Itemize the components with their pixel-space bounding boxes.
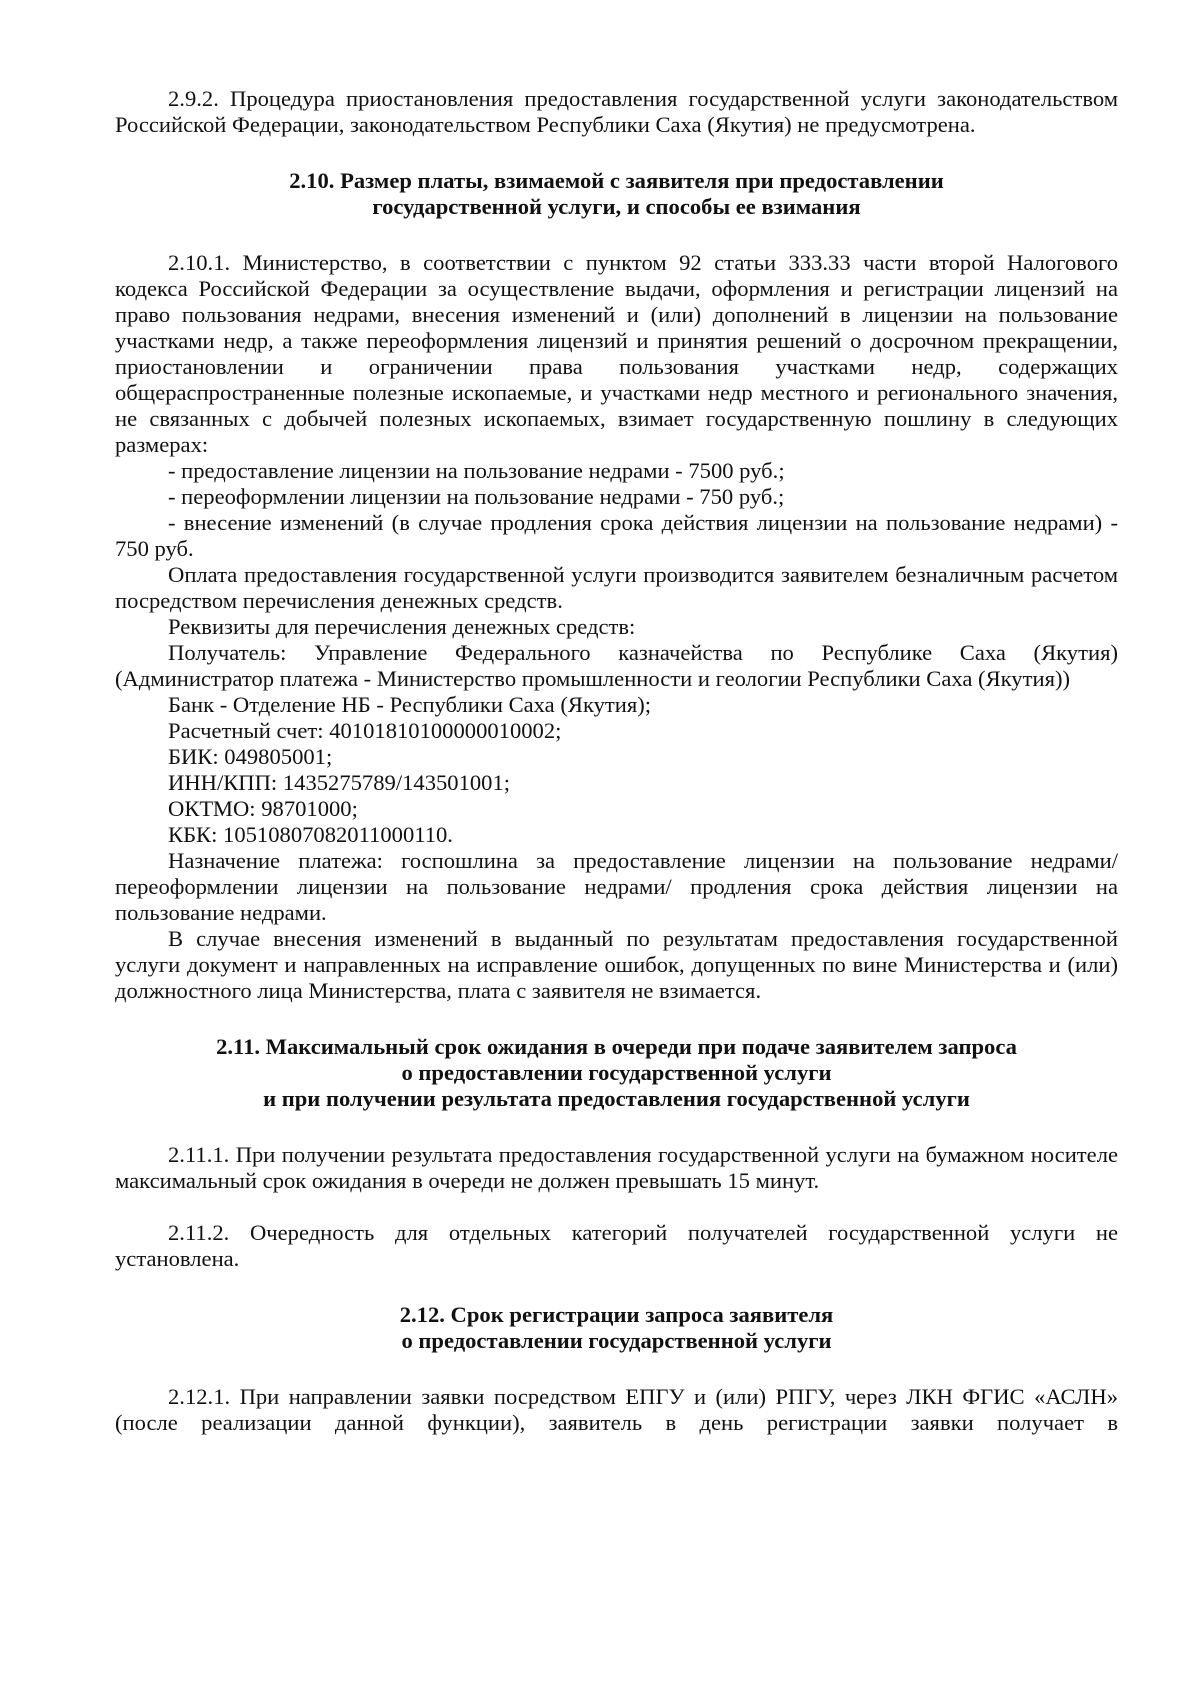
requisite-line: КБК: 10510807082011000110. [168, 822, 453, 847]
heading-2-12 [115, 1302, 1118, 1354]
heading-2-11-line3: и при получении результата предоставления государственной услуги [263, 1086, 970, 1111]
heading-2-11 [115, 1034, 1118, 1112]
heading-2-12-line1: 2.12. Срок регистрации запроса заявителя [399, 1302, 834, 1327]
paragraph-no-fee: В случае внесения изменений в выданный по результатам предоставления государственной услуги документ и направленных на исправление ошибок, допущенных по вине Министерства и (или) должностного лица Министерства, плата с заявителя не взимается. [115, 926, 1118, 1003]
requisite-line: ОКТМО: 98701000; [168, 796, 358, 821]
heading-2-10-line1: 2.10. Размер платы, взимаемой с заявителя при предоставлении [289, 168, 944, 193]
paragraph-payment: Оплата предоставления государственной услуги производится заявителем безналичным расчетом посредством перечисления денежных средств. [115, 562, 1118, 613]
fee-item: - внесение изменений (в случае продления срока действия лицензии на пользование недрами) - 750 руб. [115, 510, 1118, 561]
requisite-line: БИК: 049805001; [168, 744, 333, 769]
heading-2-11-line1: 2.11. Максимальный срок ожидания в очереди при подаче заявителем запроса [216, 1034, 1017, 1059]
fee-item: - переоформлении лицензии на пользование недрами - 750 руб.; [168, 484, 785, 509]
heading-2-12-line2: о предоставлении государственной услуги [401, 1328, 832, 1353]
requisites-title: Реквизиты для перечисления денежных средств: [168, 614, 636, 639]
paragraph-2-12-1: 2.12.1. При направлении заявки посредством ЕПГУ и (или) РПГУ, через ЛКН ФГИС «АСЛН» (после реализации данной функции), заявитель в день регистрации заявки получает в [115, 1384, 1118, 1435]
heading-2-10 [115, 168, 1118, 220]
requisite-line: ИНН/КПП: 1435275789/143501001; [168, 770, 511, 795]
paragraph-2-10-1: 2.10.1. Министерство, в соответствии с пунктом 92 статьи 333.33 части второй Налогового кодекса Российской Федерации за осуществление выдачи, оформления и регистрации лицензий на право пользования недрами, внесения изменений и (или) дополнений в лицензии на пользование участками недр, а также переоформления лицензий и принятия решений о досрочном прекращении, приостановлении и ограничении права пользования участками недр, содержащих общераспространенные полезные ископаемые, и участками недр местного и регионального значения, не связанных с добычей полезных ископаемых, взимает государственную пошлину в следующих размерах: [115, 250, 1118, 457]
heading-2-10-line2: государственной услуги, и способы ее взимания [372, 194, 861, 219]
paragraph-recipient: Получатель: Управление Федерального казначейства по Республике Саха (Якутия) (Администратор платежа - Министерство промышленности и геологии Республики Саха (Якутия)) [115, 640, 1118, 691]
paragraph-purpose: Назначение платежа: госпошлина за предоставление лицензии на пользование недрами/ переоформлении лицензии на пользование недрами/ продления срока действия лицензии на пользование недрами. [115, 848, 1118, 925]
heading-2-11-line2: о предоставлении государственной услуги [401, 1060, 832, 1085]
paragraph-2-11-2: 2.11.2. Очередность для отдельных категорий получателей государственной услуги не установлена. [115, 1220, 1118, 1271]
requisite-line: Расчетный счет: 40101810100000010002; [168, 718, 562, 743]
requisite-line: Банк - Отделение НБ - Республики Саха (Якутия); [168, 692, 652, 717]
paragraph-2-11-1: 2.11.1. При получении результата предоставления государственной услуги на бумажном носителе максимальный срок ожидания в очереди не должен превышать 15 минут. [115, 1142, 1118, 1193]
paragraph-2-9-2: 2.9.2. Процедура приостановления предоставления государственной услуги законодательством Российской Федерации, законодательством Республики Саха (Якутия) не предусмотрена. [115, 86, 1118, 137]
fee-item: - предоставление лицензии на пользование недрами - 7500 руб.; [168, 458, 785, 483]
